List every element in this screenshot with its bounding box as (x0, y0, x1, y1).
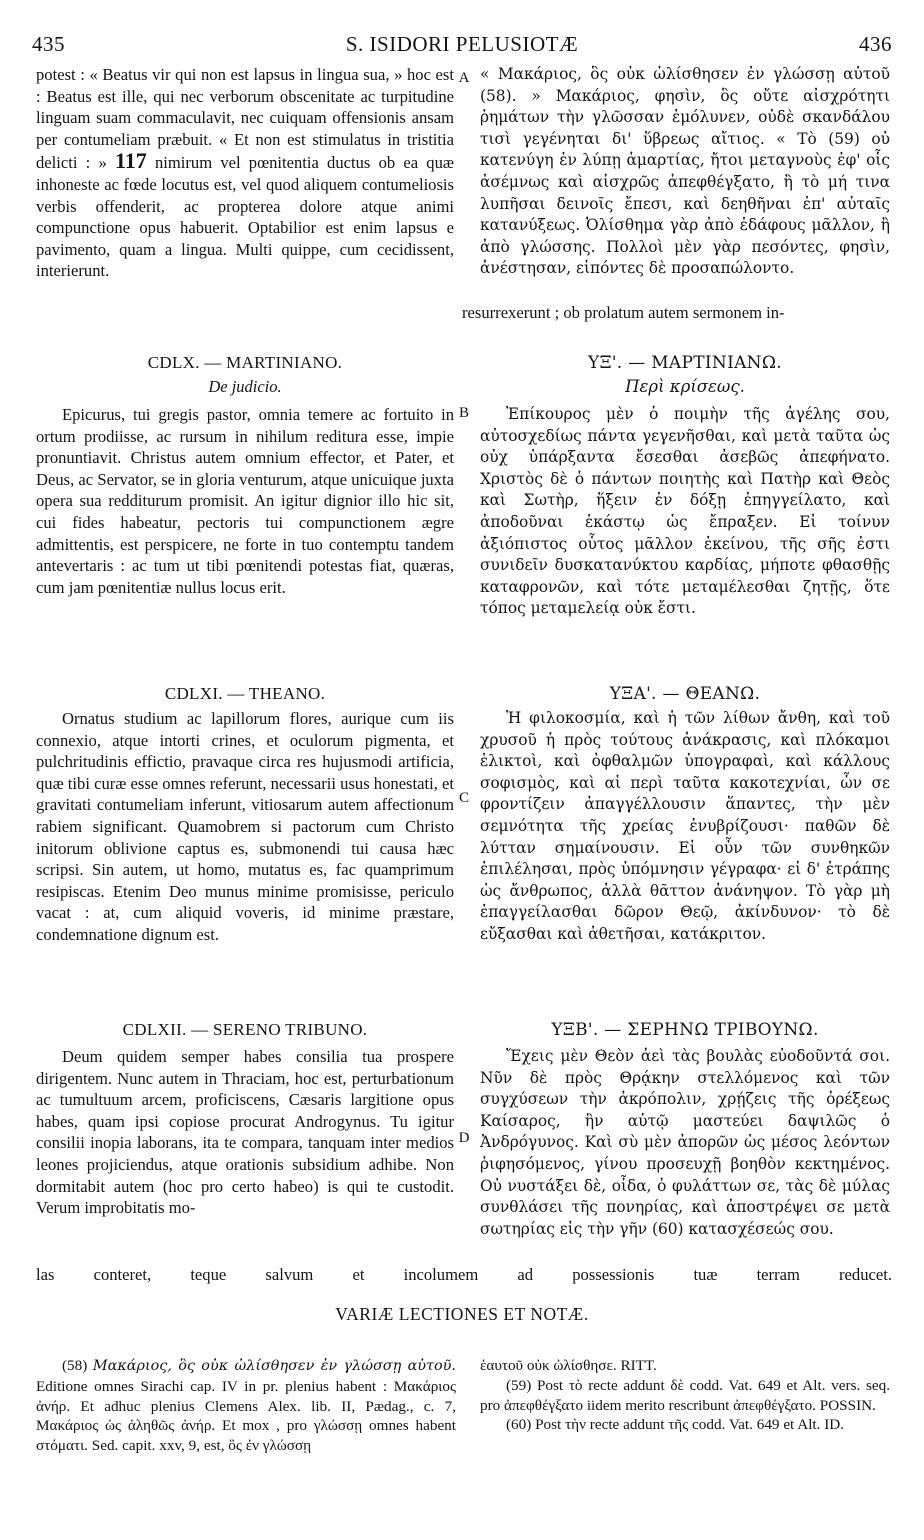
greek-fragment-text: « Μακάριος, ὃς οὐκ ὠλίσθησεν ἐν γλώσσῃ αὐτοῦ (58). » Μακάριος, φησὶν, ὃς οὔτε αἰσχρότητι ῥημάτων τὴν γλῶσσαν ἐμόλυνεν, οὐδὲ σκανδάλου τισὶ γεγένηται δι' ὕβρεως αἴτιος. « Τὸ (59) οὐ κατενύγη ἐν λύπῃ ἁμαρτίας, ἤτοι μεταγνοὺς ἐφ' οἷς ἀσέμνως καὶ αἰσχρῶς ἀπεφθέγξατο, ἢ τὸ μή τινα λυπῆσαι δεινοῖς ἔπεσι, καὶ δεηθῆναι ἐπ' αὐταῖς κατανύξεως. Ὀλίσθημα γὰρ ἀπὸ ἐδάφους μᾶλλον, ἢ ἀπὸ γλώσσης. Πολλοὶ μὲν γὰρ πεσόντες, φησὶν, ἀνέστησαν, εἰπόντες δὲ προσαπώλοντο. (480, 65, 890, 278)
letter-462-latin-title: CDLXII. — SERENO TRIBUNO. (122, 1020, 368, 1039)
page-number-right: 436 (859, 32, 892, 56)
latin-fragment-rest: nimirum vel pœnitentia ductus ob ea quæ inhoneste ac fœde locutus est, vel quod aliquem contumeliosis verbis offenderit, ac propterea dolore atque animi compunctione opus habuerit. Optabilior est enim lapsus e pavimento, quam a lingua. Multi quippe, cum cecidissent, interierunt. (36, 153, 454, 281)
letter-461-latin-body: Ornatus studium ac lapillorum flores, aurique cum iis connexio, atque intorti crines, et oculorum pigmenta, et pulchritudinis effictio, pravaque circa res hujusmodi artificia, quæ tibi curæ esse omnes referunt, necessarii usus honestati, et gravitati contumeliam inferunt, vitiosarum autem affectionum rabiem significant. Quamobrem si pactorum cum Christo initorum oblivione captus es, submonendi tui causa hæc scripsi. Sin autem, ut homo, mutatus es, fac quamprimum resipiscas. Etenim Deo munus minime promisisse, periculo vacat : at, cum aliquid voveris, id minime præstare, condemnatione dignum est. (36, 709, 454, 944)
note-58: (58) Μακάριος, ὃς οὐκ ὠλίσθησεν ἐν γλώσσῃ αὐτοῦ. Editione omnes Sirachi cap. IV in pr. plenius habent : Μακάριος ἀνήρ. Et adhuc plenius Clemens Alex. lib. II, Pædag., c. 7, Μακάριος ὡς ἀληθῶς ἀνήρ. Et mox , pro γλώσσῃ omnes habent στόματι. Sed. capit. xxv, 9, est, ὃς ἐν γλώσσῃ (36, 1357, 456, 1455)
notes-right-column (480, 1356, 890, 1435)
letter-462-full-width-line: las conteret, teque salvum et incolumem ad possessionis tuæ terram reducet. (36, 1265, 892, 1284)
letter-462-greek-body: Ἔχεις μὲν Θεὸν ἀεὶ τὰς βουλὰς εὐοδοῦντά σοι. Νῦν δὲ πρὸς Θρᾴκην στελλόμενος καὶ τῶν συγχύσεων τὴν ἀκρόπολιν, χρῄζεις τῆς ὀρέξεως Καίσαρος, ἣν αὐτῷ μαστεύει δαψιλῶς ὁ Ἀνδρόγυνος. Καὶ σὺ μὲν ἀπορῶν ὡς μέσος λεόντων ῥιφησόμενος, γίνου προσευχῇ βοηθὸν κεκτημένος. Οὐ νυστάξει δὲ, οἶδα, ὁ φυλάττων σε, τὰς δὲ μύλας συνθλάσει τῆς πονηρίας, καὶ ἀποστρέψει σε μετὰ σωτηρίας εἰς τὴν γῆν (60) κατασχέσεώς σου. (480, 1047, 890, 1238)
margin-marker-d: D (458, 1130, 470, 1146)
latin-fragment (36, 64, 454, 282)
note-59: (59) Post τὸ recte addunt δὲ codd. Vat. 649 et Alt. vers. seq. pro ἀπεφθέγξατο iidem merito rescribunt ἀπεφθέγξατο. POSSIN. (480, 1376, 890, 1414)
margin-marker-a: A (458, 70, 470, 86)
letter-461-latin-title: CDLXI. — THEANO. (164, 684, 326, 703)
letter-460-greek-body: Ἐπίκουρος μὲν ὁ ποιμὴν τῆς ἀγέλης σου, αὐτοσχεδίως πάντα γεγενῆσθαι, καὶ μετὰ ταῦτα ὡς οὐχ ὑπάρξαντα ἔσεσθαι ἀσεβῶς ἀπεφήνατο. Χριστὸς δὲ ὁ πάντων ποιητὴς καὶ Πατὴρ καὶ Θεὸς καὶ Σωτὴρ, ἥξειν ἐν δόξῃ ἐπηγγείλατο, καὶ ἀποδοῦναι ἑκάστῳ ὡς ἔπραξεν. Εἰ τοίνυν ἀξιόπιστος οὗτος μᾶλλον ἐκείνου, τῆς σῆς ἐστι συνιδεῖν δυσκατανύκτου καρδίας, μήποτε φθασθῇς καταφρονῶν, καὶ τότε μεταμέλεσθαι ζητῇς, ὅτε τόπος μεταμελείᾳ οὐκ ἔστι. (480, 405, 890, 618)
margin-marker-c: C (458, 790, 469, 806)
notes-heading: VARIÆ LECTIONES ET NOTÆ. (335, 1304, 589, 1324)
letter-462-latin-body: Deum quidem semper habes consilia tua prospere dirigentem. Nunc autem in Thraciam, hoc est, perturbationum ac tumultuum arcem, proficiscens, Cæsaris largitione opus habes, quam ipsi copiose procurat Androgynus. Tu igitur consilii inopia laborans, ita te compara, tanquam inter medios leones projiciendus, atque orationis subsidium adhibe. Non dormitabit autem (hoc pro certo habeo) is qui te custodit. Verum improbitatis mo- (36, 1047, 454, 1218)
greek-fragment (462, 64, 890, 322)
margin-marker-b: B (458, 405, 469, 421)
greek-fragment-tail: resurrexerunt ; ob prolatum autem sermonem in- (462, 303, 785, 322)
notes-left-column (36, 1356, 456, 1456)
running-title: S. ISIDORI PELUSIOTÆ (345, 32, 579, 56)
letter-460-latin-title: CDLX. — MARTINIANO. (147, 353, 343, 372)
latin-fragment-text: potest : « Beatus vir qui non est lapsus in lingua sua, » hoc est : Beatus est ille, qui nec verborum obscenitate ac turpitudine linguam suam commaculavit, nec cuiquam offensionis ansam per contumeliam præbuit. « Et non est stimulatus in tristitia delicti : » (36, 65, 454, 173)
letter-461-greek-title: ΥΞΑ'. — ΘΕΑΝΩ. (609, 684, 761, 704)
column-number: 117 (114, 148, 147, 174)
note-58-continued: ἑαυτοῦ οὐκ ὠλίσθησε. RITT. (480, 1357, 657, 1374)
letter-460-latin-subtitle: De judicio. (208, 377, 282, 396)
letter-461-greek-body: Ἡ φιλοκοσμία, καὶ ἡ τῶν λίθων ἄνθη, καὶ τοῦ χρυσοῦ ἡ πρὸς τούτους ἀνάκρασις, καὶ πλόκαμοι ἑλικτοὶ, καὶ ὀφθαλμῶν ὑπογραφαὶ, καὶ κάλλους σοφισμὸς, καὶ αἱ περὶ ταῦτα κακοτεχνίαι, ὧν σε φροντίζειν ἀπαγγέλλουσιν ἅπαντες, τὴν μὲν σεμνότητα τῆς χρείας ἐνυβρίζουσι· παθῶν δὲ λύτταν σημαίνουσιν. Εἰ οὖν τῶν συνθηκῶν ἐπιλέλησαι, πρὸς ὑπόμνησιν γέγραφα· εἰ δ' ἐτράπης ὡς ἄνθρωπος, ἀλλὰ θᾶττον ἀνάνηψον. Τὸ γὰρ μὴ ἐπαγγείλασθαι δῶρον Θεῷ, ἀκίνδυνον· τὸ δὲ εὔξασθαι καὶ ἀθετῆσαι, κατάκριτον. (480, 709, 890, 943)
page-number-left: 435 (32, 32, 65, 56)
running-head (32, 32, 892, 58)
letter-460-greek-subtitle: Περὶ κρίσεως. (625, 377, 745, 396)
letter-460-latin-body: Epicurus, tui gregis pastor, omnia temere ac fortuito in ortum prodiisse, ac rursum in nihilum reditura esse, impie pronuntiavit. Christus autem omnium effector, et Pater, et Deus, ac Servator, se in gloria venturum, atque unicuique juxta opera sua redditurum promisit. An igitur dignior illo hic sit, cui fides habeatur, pectoris tui compunctionem ægre admittentis, est perspicere, ne forte in tuo contemptu tandem antevertaris : ac tum ut tibi pœnitendi potestas fiat, quæras, cum jam pœnitentiæ nullus locus erit. (36, 405, 454, 597)
letter-460-greek-title: ΥΞ'. — ΜΑΡΤΙΝΙΑΝΩ. (588, 353, 782, 373)
note-60: (60) Post τὴν recte addunt τῆς codd. Vat. 649 et Alt. ID. (506, 1416, 845, 1434)
letter-462-greek-title: ΥΞΒ'. — ΣΕΡΗΝΩ ΤΡΙΒΟΥΝΩ. (551, 1020, 819, 1040)
